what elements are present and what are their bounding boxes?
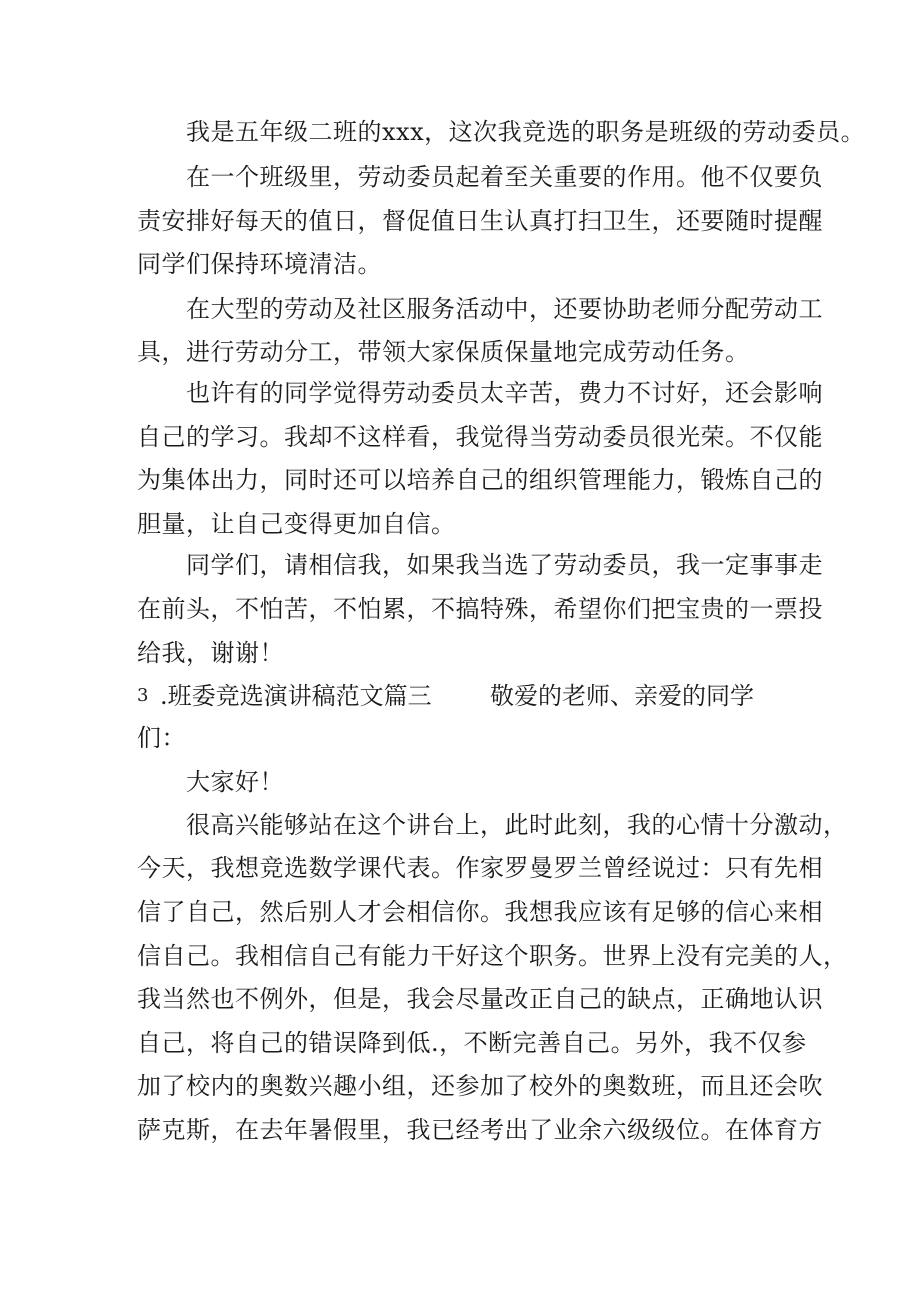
paragraph-line: 我是五年级二班的xxx，这次我竞选的职务是班级的劳动委员。 (186, 118, 866, 146)
paragraph-line: 为集体出力，同时还可以培养自己的组织管理能力，锻炼自己的 (137, 466, 823, 494)
paragraph-line: 我当然也不例外，但是，我会尽量改正自己的缺点，正确地认识 (137, 985, 823, 1013)
paragraph-line: 今天，我想竞选数学课代表。作家罗曼罗兰曾经说过：只有先相 (137, 854, 823, 882)
paragraph-line: 胆量，让自己变得更加自信。 (137, 510, 456, 538)
salutation-continuation: 们： (137, 724, 186, 752)
salutation: 敬爱的老师、亲爱的同学 (490, 682, 754, 710)
paragraph-line: 同学们保持环境清洁。 (137, 250, 382, 278)
paragraph-line: 很高兴能够站在这个讲台上，此时此刻，我的心情十分激动， (186, 811, 848, 839)
paragraph-line: 萨克斯，在去年暑假里，我已经考出了业余六级级位。在体育方 (137, 1116, 823, 1144)
paragraph-line: 具，进行劳动分工，带领大家保质保量地完成劳动任务。 (137, 338, 750, 366)
paragraph-line: 在大型的劳动及社区服务活动中，还要协助老师分配劳动工 (186, 295, 823, 323)
paragraph-line: 同学们，请相信我，如果我当选了劳动委员，我一定事事走 (186, 551, 823, 579)
paragraph-line: 加了校内的奥数兴趣小组，还参加了校外的奥数班，而且还会吹 (137, 1072, 823, 1100)
paragraph-line: 在一个班级里，劳动委员起着至关重要的作用。他不仅要负 (186, 163, 823, 191)
paragraph-line: 信自己。我相信自己有能力干好这个职务。世界上没有完美的人， (137, 942, 848, 970)
paragraph-line: 在前头，不怕苦，不怕累，不搞特殊，希望你们把宝贵的一票投 (137, 595, 823, 623)
greeting: 大家好！ (186, 768, 284, 796)
paragraph-line: 责安排好每天的值日，督促值日生认真打扫卫生，还要随时提醒 (137, 207, 823, 235)
paragraph-line: 自己，将自己的错误降到低.，不断完善自己。另外，我不仅参 (137, 1029, 807, 1057)
paragraph-line: 自己的学习。我却不这样看，我觉得当劳动委员很光荣。不仅能 (137, 423, 823, 451)
section-number: 3 (137, 685, 149, 706)
paragraph-line: 也许有的同学觉得劳动委员太辛苦，费力不讨好，还会影响 (186, 379, 823, 407)
section-title: .班委竞选演讲稿范文篇三 (160, 682, 432, 710)
paragraph-line: 给我，谢谢！ (137, 639, 284, 667)
paragraph-line: 信了自己，然后别人才会相信你。我想我应该有足够的信心来相 (137, 898, 823, 926)
